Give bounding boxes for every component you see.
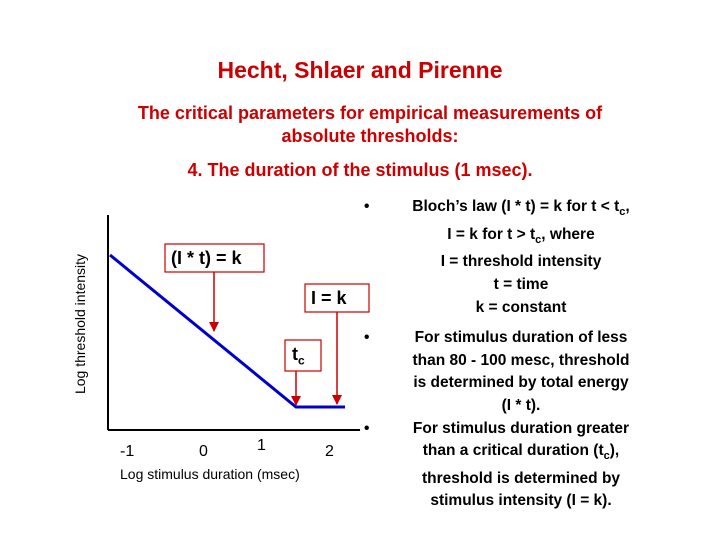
bullet-2-line-3: is determined by total energy bbox=[413, 374, 629, 392]
bullet-2-line-4: (I * t). bbox=[501, 396, 541, 414]
bullet-1-line-4: t = time bbox=[493, 275, 549, 293]
tick-label-0: 0 bbox=[199, 443, 208, 460]
bullet-3-line-2: than a critical duration $(t_c)$, bbox=[422, 442, 620, 463]
bullet-dot: • bbox=[364, 329, 370, 347]
x-axis-label: Log stimulus duration (msec) bbox=[120, 466, 300, 482]
bullet-1-line-2: I = k for $t > t_c$, where bbox=[447, 225, 595, 246]
tick-label-1: 1 bbox=[257, 437, 266, 454]
bullet-dot: • bbox=[364, 198, 370, 215]
subtitle-line-2: absolute thresholds: bbox=[281, 126, 459, 146]
point-heading: 4. The duration of the stimulus (1 msec). bbox=[187, 160, 533, 180]
label-tc-text: $t_c$ bbox=[292, 344, 305, 368]
slide-title: Hecht, Shlaer and Pirenne bbox=[217, 57, 503, 83]
bullet-1-line-3: I = threshold intensity bbox=[440, 253, 602, 271]
tick-label-2: 2 bbox=[325, 443, 334, 460]
bullet-3-line-4: stimulus intensity (I = k). bbox=[430, 492, 612, 510]
bullet-list bbox=[364, 196, 664, 513]
bullet-2-first-line: • For stimulus duration of less bbox=[364, 327, 664, 350]
tick-label-minus-1: -1 bbox=[120, 443, 135, 460]
bullet-1-line-5: k = constant bbox=[475, 298, 567, 316]
label-it-text: (I * t) = k bbox=[171, 248, 242, 268]
y-axis-label: Log threshold intensity bbox=[72, 253, 88, 395]
subtitle-line-1: The critical parameters for empirical measurements of bbox=[137, 103, 603, 123]
bullet-1-first-line: • Bloch’s law (I * t) = k for $t < t_c$, bbox=[364, 196, 664, 224]
threshold-curve bbox=[110, 255, 345, 407]
bullet-3-first-line: • For stimulus duration greater bbox=[364, 418, 664, 441]
label-i-text: I = k bbox=[311, 288, 347, 308]
bullet-3-line-3: threshold is determined by bbox=[421, 469, 621, 487]
bullet-dot: • bbox=[364, 419, 370, 437]
bullet-2-line-2: than 80 - 100 mesc, threshold bbox=[412, 351, 630, 369]
